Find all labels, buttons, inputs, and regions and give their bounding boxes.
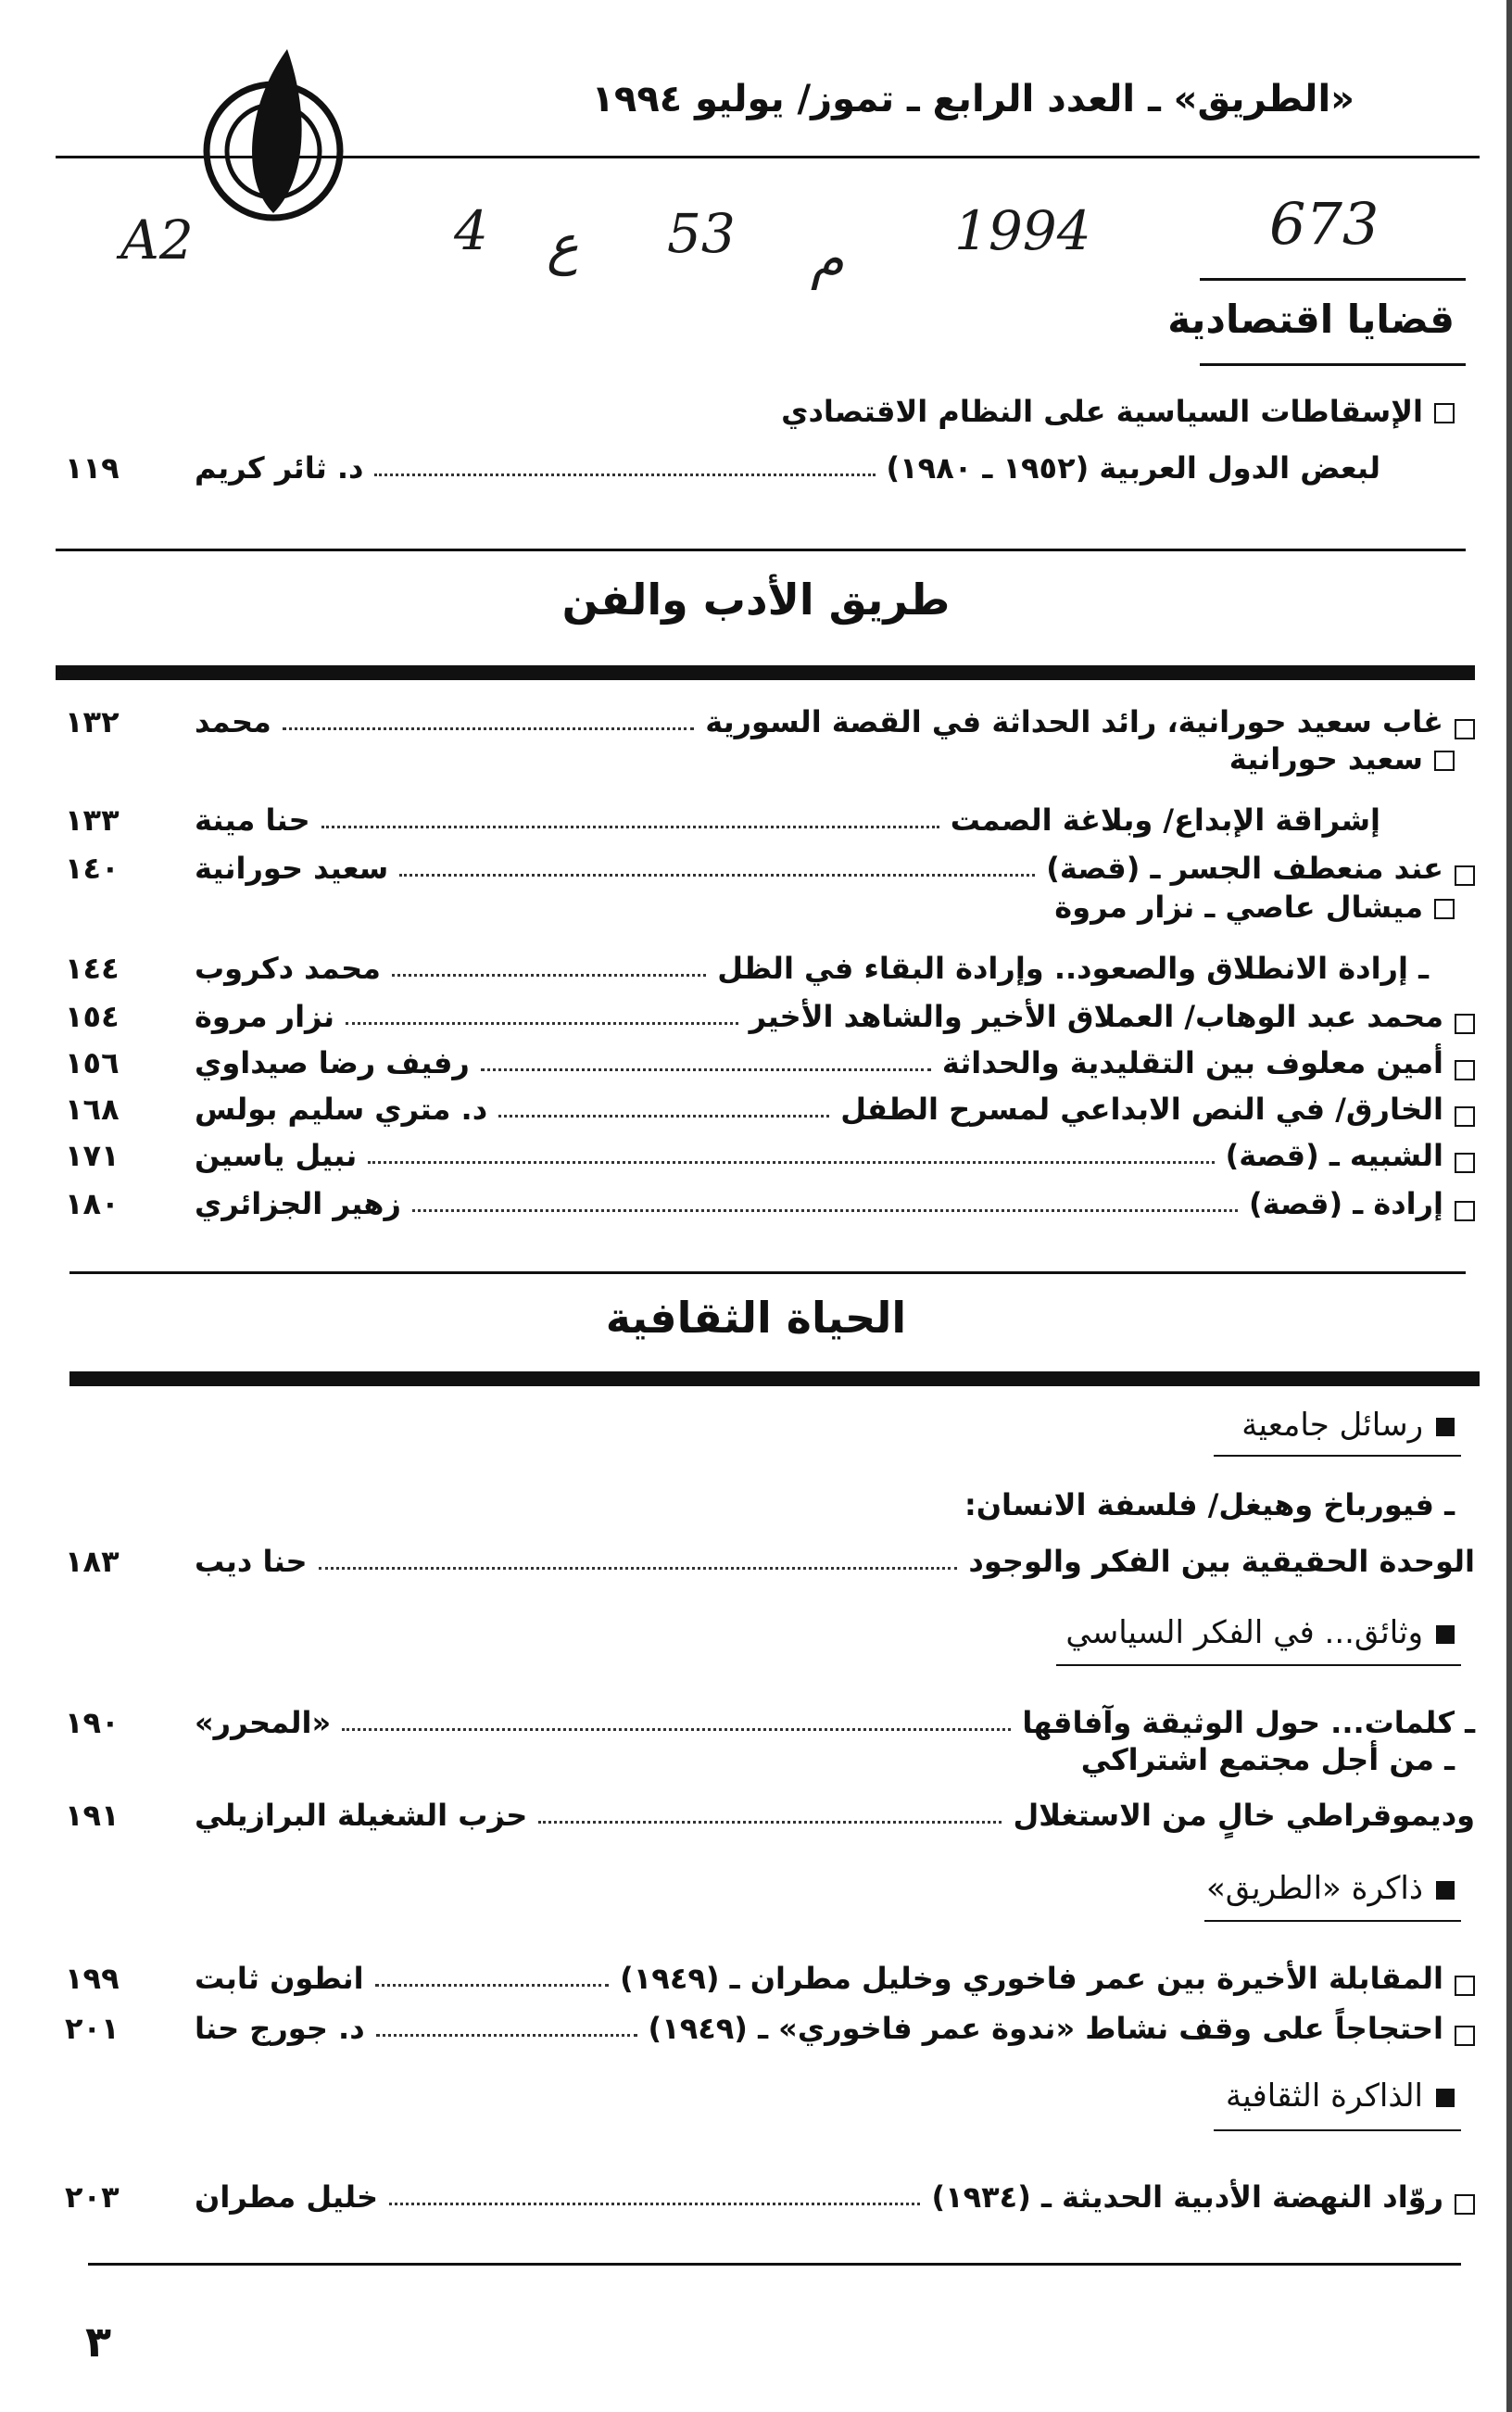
handwritten-note: 4 <box>454 199 488 262</box>
handwritten-note: 673 <box>1269 190 1380 258</box>
handwritten-note: ع <box>547 213 579 276</box>
toc-entry: الخارق/ في النص الابداعي لمسرح الطفل د. متري سليم بولس ١٦٨ <box>65 1075 1475 1127</box>
toc-entry-line: ـ فيورباخ وهيغل/ فلسفة الانسان: <box>964 1487 1455 1522</box>
section-title-literature: طريق الأدب والفن <box>561 575 951 625</box>
subsection-underline <box>1214 1455 1461 1457</box>
handwritten-note: م <box>811 227 844 290</box>
square-bullet-icon <box>1436 1881 1455 1900</box>
subsection-title: رسائل جامعية <box>1241 1407 1455 1444</box>
handwritten-note: A2 <box>120 208 194 272</box>
section-thick-rule <box>56 665 1475 680</box>
section-title-economy: قضايا اقتصادية <box>1167 297 1455 342</box>
toc-entry: الوحدة الحقيقية بين الفكر والوجود حنا ديب ١٨٣ <box>65 1544 1475 1579</box>
bottom-rule <box>88 2263 1461 2266</box>
toc-entry: غاب سعيد حورانية، رائد الحداثة في القصة السورية محمد ١٣٢ <box>65 688 1475 739</box>
divider <box>69 1271 1466 1274</box>
subsection-title: الذاكرة الثقافية <box>1226 2077 1455 2115</box>
toc-entry: إشراقة الإبداع/ وبلاغة الصمت حنا مينة ١٣٣ <box>65 802 1380 838</box>
divider <box>56 549 1466 551</box>
toc-entry-line: ميشال عاصي ـ نزار مروة <box>1054 890 1455 925</box>
square-bullet-icon <box>1436 1418 1455 1436</box>
page-number: ٣ <box>85 2317 112 2367</box>
handwritten-note: 1994 <box>954 199 1091 262</box>
toc-entry: أمين معلوف بين التقليدية والحداثة رفيف رضا صيداوي ١٥٦ <box>65 1029 1475 1080</box>
subsection-underline <box>1056 1664 1461 1666</box>
toc-entry: وديموقراطي خالٍ من الاستغلال حزب الشغيلة البرازيلي ١٩١ <box>65 1798 1475 1833</box>
section-top-rule <box>1200 278 1466 281</box>
toc-entry: الشبيه ـ (قصة) نبيل ياسين ١٧١ <box>65 1121 1475 1173</box>
handwritten-note: 53 <box>667 202 736 265</box>
toc-entry: عند منعطف الجسر ـ (قصة) سعيد حورانية ١٤٠ <box>65 834 1475 886</box>
toc-entry: ـ إرادة الانطلاق والصعود.. وإرادة البقاء في الظل محمد دكروب ١٤٤ <box>65 951 1429 986</box>
square-bullet-icon <box>1436 1625 1455 1644</box>
toc-entry: ـ كلمات... حول الوثيقة وآفاقها «المحرر» ١٩٠ <box>65 1705 1475 1740</box>
toc-entry-line: ـ من أجل مجتمع اشتراكي <box>1080 1742 1455 1777</box>
subsection-underline <box>1204 1920 1461 1922</box>
section-title-underline <box>1200 363 1466 366</box>
toc-entry: المقابلة الأخيرة بين عمر فاخوري وخليل مطران ـ (١٩٤٩) انطون ثابت ١٩٩ <box>65 1944 1475 1996</box>
journal-logo <box>199 42 347 227</box>
toc-entry: لبعض الدول العربية (١٩٥٢ ـ ١٩٨٠) د. ثائر كريم ١١٩ <box>65 450 1380 486</box>
toc-entry-line: سعيد حورانية <box>1229 741 1455 777</box>
toc-entry: إرادة ـ (قصة) زهير الجزائري ١٨٠ <box>65 1169 1475 1221</box>
toc-entry: محمد عبد الوهاب/ العملاق الأخير والشاهد الأخير نزار مروة ١٥٤ <box>65 982 1475 1034</box>
toc-entry: روّاد النهضة الأدبية الحديثة ـ (١٩٣٤) خليل مطران ٢٠٣ <box>65 2163 1475 2215</box>
toc-entry: احتجاجاً على وقف نشاط «ندوة عمر فاخوري» ـ (١٩٤٩) د. جورج حنا ٢٠١ <box>65 1994 1475 2046</box>
running-header: «الطريق» ـ العدد الرابع ـ تموز/ يوليو ١٩٩٤ <box>591 78 1354 120</box>
page-edge-shadow <box>1506 0 1512 2412</box>
toc-entry-line: الإسقاطات السياسية على النظام الاقتصادي <box>781 394 1455 429</box>
subsection-title: ذاكرة «الطريق» <box>1206 1870 1455 1907</box>
header-rule <box>56 156 1480 158</box>
subsection-title: وثائق... في الفكر السياسي <box>1065 1614 1455 1651</box>
square-bullet-icon <box>1436 2089 1455 2107</box>
section-title-culture: الحياة الثقافية <box>605 1293 907 1343</box>
subsection-underline <box>1214 2129 1461 2131</box>
section-thick-rule <box>69 1371 1480 1386</box>
